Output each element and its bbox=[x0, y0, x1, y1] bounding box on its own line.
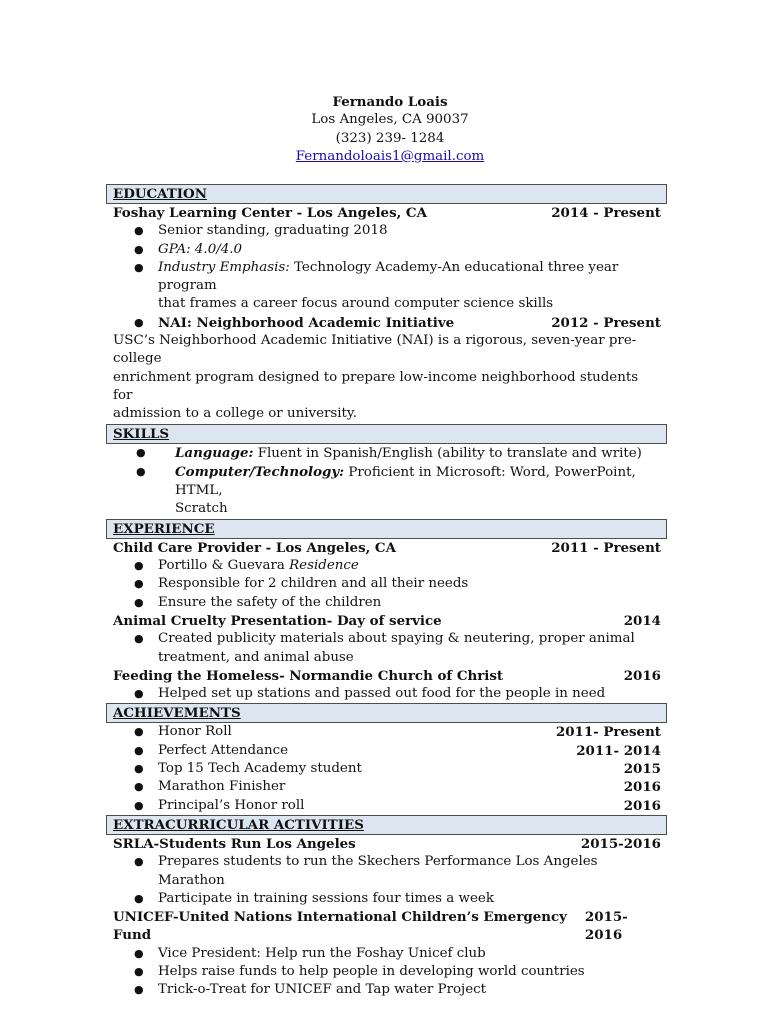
achievement-date: 2011- 2014 bbox=[576, 742, 661, 759]
skill-label: Language: bbox=[175, 444, 254, 461]
list-item bbox=[106, 963, 667, 981]
list-item bbox=[106, 222, 667, 240]
list-item-continuation bbox=[106, 649, 667, 667]
skill-label: Computer/Technology: bbox=[175, 463, 345, 480]
bullet-text: treatment, and animal abuse bbox=[158, 649, 354, 665]
bullet-text bbox=[175, 444, 642, 463]
list-item bbox=[106, 981, 667, 999]
bullet-icon: ● bbox=[134, 983, 144, 997]
nai-entry bbox=[106, 314, 667, 332]
bullet-text: Trick-o-Treat for UNICEF and Tap water Project bbox=[158, 982, 487, 998]
list-item bbox=[106, 444, 667, 463]
bullet-icon: ● bbox=[134, 891, 144, 905]
bullet-icon: ● bbox=[134, 577, 144, 591]
achievement-item bbox=[106, 778, 667, 796]
bullet-text: Helped set up stations and passed out food for the people in need bbox=[158, 686, 606, 702]
skill-text: Scratch bbox=[175, 501, 228, 517]
activity-title: UNICEF-United Nations International Children’s Emergency Fund bbox=[113, 909, 567, 944]
list-item bbox=[106, 575, 667, 593]
bullet-text: Prepares students to run the Skechers Performance Los Angeles Marathon bbox=[158, 854, 598, 888]
achievement-date: 2016 bbox=[623, 797, 661, 814]
list-item-continuation bbox=[106, 500, 667, 518]
achievement-date: 2016 bbox=[623, 779, 661, 796]
achievement-label: Perfect Attendance bbox=[158, 742, 289, 758]
skills-heading: SKILLS bbox=[106, 424, 667, 444]
job-entry bbox=[106, 612, 667, 630]
job-dates: 2011 - Present bbox=[551, 539, 661, 556]
job-entry bbox=[106, 539, 667, 557]
bullet-icon: ● bbox=[134, 743, 144, 757]
job-entry bbox=[106, 667, 667, 685]
bullet-text: Helps raise funds to help people in developing world countries bbox=[158, 963, 585, 979]
list-item bbox=[106, 241, 667, 259]
bullet-text bbox=[158, 557, 359, 575]
bullet-icon: ● bbox=[134, 595, 144, 609]
nai-description-line: USC’s Neighborhood Academic Initiative (NAI) is a rigorous, seven-year pre-college bbox=[113, 333, 637, 367]
achievement-label: Honor Roll bbox=[158, 724, 232, 740]
achievement-date: 2015 bbox=[623, 761, 661, 778]
bullet-icon: ● bbox=[134, 224, 144, 238]
bullet-text bbox=[175, 463, 661, 501]
achievements-heading: ACHIEVEMENTS bbox=[106, 703, 667, 723]
achievement-label: Marathon Finisher bbox=[158, 779, 286, 795]
achievement-label: Principal’s Honor roll bbox=[158, 797, 305, 813]
job-dates: 2014 bbox=[623, 612, 661, 629]
phone-number: (323) 239- 1284 bbox=[335, 130, 445, 146]
job-title: Animal Cruelty Presentation- Day of service bbox=[113, 612, 442, 629]
bullet-text-part: Portillo & Guevara bbox=[158, 558, 290, 574]
list-item bbox=[106, 890, 667, 908]
bullet-icon: ● bbox=[134, 632, 144, 646]
activity-dates: 2015-2016 bbox=[584, 909, 628, 944]
list-item bbox=[106, 630, 667, 648]
bullet-icon: ● bbox=[134, 315, 144, 329]
bullet-icon: ● bbox=[134, 780, 144, 794]
bullet-icon: ● bbox=[134, 855, 144, 869]
school-entry bbox=[106, 204, 667, 222]
bullet-text: Created publicity materials about spaying & neutering, proper animal bbox=[158, 631, 635, 647]
list-item-continuation bbox=[106, 295, 667, 313]
bullet-text: that frames a career focus around computer science skills bbox=[158, 296, 554, 312]
activity-dates: 2015-2016 bbox=[580, 835, 661, 852]
extracurricular-heading: EXTRACURRICULAR ACTIVITIES bbox=[106, 815, 667, 835]
bullet-icon: ● bbox=[136, 445, 146, 459]
education-heading: EDUCATION bbox=[106, 184, 667, 204]
achievement-date: 2011- Present bbox=[555, 724, 661, 741]
list-item bbox=[106, 463, 667, 501]
bullet-text: Responsible for 2 children and all their needs bbox=[158, 576, 469, 592]
bullet-text-italic: Residence bbox=[289, 558, 359, 574]
activity-title: SRLA-Students Run Los Angeles bbox=[113, 835, 356, 852]
bullet-icon: ● bbox=[134, 725, 144, 739]
bullet-label: Industry Emphasis: bbox=[158, 259, 290, 275]
bullet-icon: ● bbox=[134, 964, 144, 978]
bullet-icon: ● bbox=[134, 242, 144, 256]
job-dates: 2016 bbox=[623, 667, 661, 684]
bullet-text bbox=[158, 259, 661, 296]
bullet-text: Vice President: Help run the Foshay Unicef club bbox=[158, 945, 486, 961]
experience-heading: EXPERIENCE bbox=[106, 519, 667, 539]
job-title: Child Care Provider - Los Angeles, CA bbox=[113, 539, 396, 556]
resume-body bbox=[106, 184, 667, 1000]
activity-entry bbox=[106, 908, 667, 945]
contact-header bbox=[0, 93, 768, 166]
address: Los Angeles, CA 90037 bbox=[311, 112, 469, 128]
achievement-item bbox=[106, 797, 667, 815]
bullet-icon: ● bbox=[134, 559, 144, 573]
list-item bbox=[106, 259, 667, 296]
skill-text: Proficient in Microsoft: Word, PowerPoint, HTML, bbox=[175, 464, 636, 499]
nai-title: NAI: Neighborhood Academic Initiative bbox=[158, 314, 455, 331]
nai-description-line: enrichment program designed to prepare low-income neighborhood students for bbox=[113, 369, 639, 403]
nai-dates: 2012 - Present bbox=[551, 314, 661, 331]
list-item bbox=[106, 594, 667, 612]
list-item bbox=[106, 685, 667, 703]
achievement-item bbox=[106, 723, 667, 741]
list-item bbox=[106, 853, 667, 890]
bullet-icon: ● bbox=[134, 946, 144, 960]
bullet-icon: ● bbox=[134, 260, 144, 274]
nai-description-line: admission to a college or university. bbox=[113, 406, 357, 422]
list-item bbox=[106, 557, 667, 575]
activity-entry bbox=[106, 835, 667, 853]
applicant-name: Fernando Loais bbox=[332, 94, 448, 110]
bullet-text: Ensure the safety of the children bbox=[158, 594, 382, 610]
bullet-text: Senior standing, graduating 2018 bbox=[158, 223, 388, 239]
bullet-icon: ● bbox=[134, 687, 144, 701]
bullet-text-part: Technology Academy-An educational three year program bbox=[158, 259, 619, 294]
email-link[interactable]: Fernandoloais1@gmail.com bbox=[295, 148, 485, 164]
bullet-icon: ● bbox=[136, 464, 146, 478]
gpa-text: GPA: 4.0/4.0 bbox=[158, 241, 243, 257]
school-dates: 2014 - Present bbox=[551, 205, 661, 221]
bullet-text: Participate in training sessions four times a week bbox=[158, 890, 494, 906]
achievement-item bbox=[106, 742, 667, 760]
bullet-icon: ● bbox=[134, 762, 144, 776]
achievement-item bbox=[106, 760, 667, 778]
list-item bbox=[106, 945, 667, 963]
skill-text: Fluent in Spanish/English (ability to translate and write) bbox=[253, 445, 642, 461]
job-title: Feeding the Homeless- Normandie Church of Christ bbox=[113, 667, 504, 684]
achievement-label: Top 15 Tech Academy student bbox=[158, 761, 362, 777]
school-name: Foshay Learning Center - Los Angeles, CA bbox=[113, 205, 427, 221]
bullet-icon: ● bbox=[134, 798, 144, 812]
